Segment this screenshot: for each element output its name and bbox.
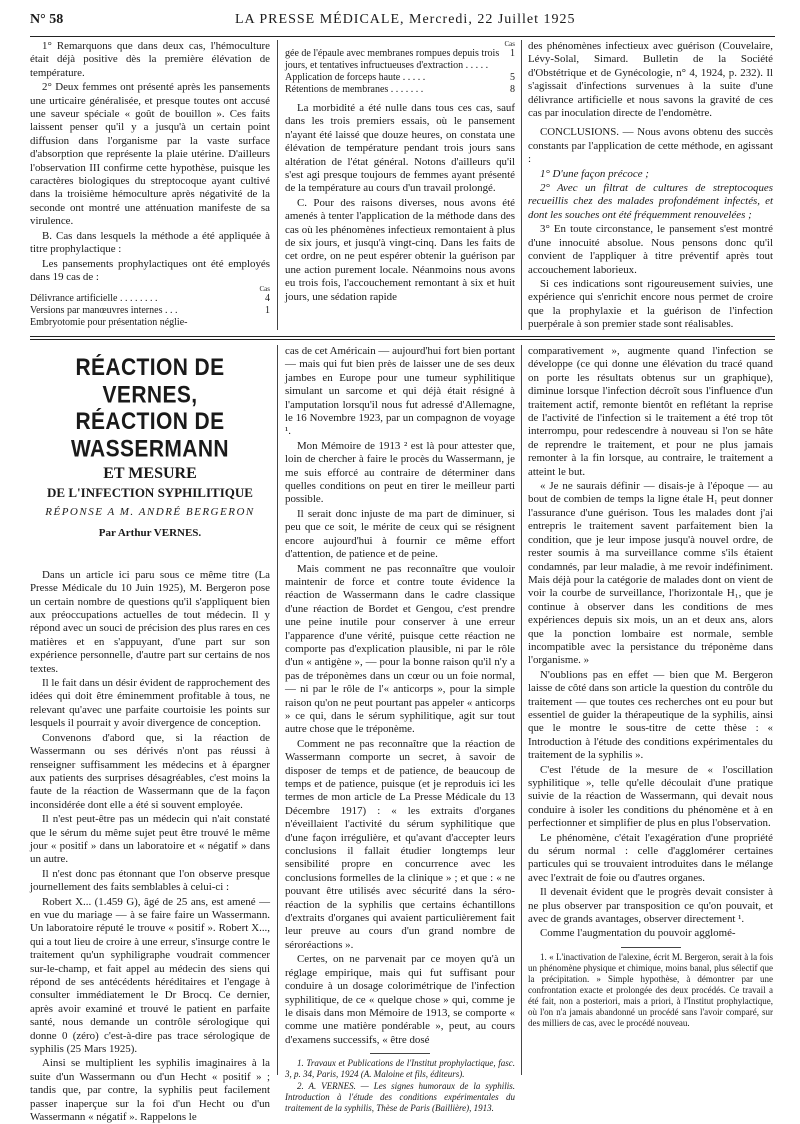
article-title-line-1: RÉACTION DE VERNES, [75,354,225,409]
paragraph: N'oublions pas en effet — bien que M. Bergeron laisse de côté dans son article la question du contrôle du traitement — que toutes ces recherches ont eu pour but essentiel de guider la thérapeutique de la syphilis, ainsi que le montre le sous-titre de cette thèse : « Introduction à l'étude des conditions expérimentales du traitement de la syphilis ». [528,668,773,762]
paragraph: 1° D'une façon précoce ; [540,167,649,180]
paragraph: Il n'est donc pas étonnant que l'on observe presque journellement des faits semblables à celui-ci : [30,867,270,894]
paragraph: des phénomènes infectieux avec guérison (Couvelaire, Lévy-Solal, Simard. Bulletin de la Société d'Obstétrique et de Gynécologie, n° 4, 1924, p. 232). Il s'agissait d'infections survenues à la suite d'une délivrance artificielle et nous savons la gravité de ces cas par inoculation directe de l'endomètre. [528,40,773,120]
paragraph: 3° En toute circonstance, le pansement s'est montré d'une innocuité absolue. Nous pensons donc qu'il convient de l'appliquer à titre préventif après tout accouchement laborieux. [528,223,773,276]
paragraph: Certes, on ne parvenait par ce moyen qu'à un réglage empirique, mais qui fut suffisant pour conduire à un dosage colorimétrique de l'infection syphilitique, de ce « quelque chose » qui, comme je le disais dans mon Mémoire de 1913, se comporte « comme une matière pondérable », peut, au cours d'examens successifs, « être dosé [285,953,515,1046]
footnote: 1. « L'inactivation de l'alexine, écrit M. Bergeron, serait à la fois un phénomène physique et chimique, moins banal, plus sélectif que la précipitation. » Simple hypothèse, à démontrer par une confrontation exacte et prolongée des deux procédés. Ce travail a été fait, non a posteriori, mais a priori, à l'Institut prophylactique, où l'on n'a jamais abandonné un procédé sans l'avoir comparé, sur des milliers de cas, avec le procédé nouveau. [528,951,773,1028]
paragraph: Les pansements prophylactiques ont été employés dans 19 cas de : [30,257,270,283]
table-row: gée de l'épaule avec membranes rompues depuis trois jours, et tentatives infructueuses d'extraction . . . . . 1 [285,48,515,71]
page-header [30,6,775,34]
top-column-2 [285,40,515,330]
table-row: Rétentions de membranes . . . . . . . 8 [285,84,515,95]
article-title-line-2: RÉACTION DE WASSERMANN [70,408,229,463]
paragraph: B. Cas dans lesquels la méthode a été appliquée à titre prophylactique : [30,229,270,256]
article-subtitle: RÉPONSE A M. ANDRÉ BERGERON [45,506,255,518]
paragraph: 2° Deux femmes ont présenté après les pansements une urticaire généralisée, et presque toutes ont accusé une saveur spéciale « goût de bouillon ». Ces faits laissent penser qu'il y a jusqu'à un certain point diffusion dans l'organisme par la vaste surface d'absorption que représente la plaie utérine. D'ailleurs l'observation III confirme cette hypothèse, puisque les caractères biologiques du streptocoque ayant cultivé dans la troisième hémoculture après négativité de la seconde ont montré une atténuation manifeste de sa virulence. [30,81,270,228]
paragraph: Robert X... (1.459 G), âgé de 25 ans, est amené — en vue du mariage — à se faire faire un Wassermann. Un laboratoire réputé le trouve « positif ». Robert X..., qui a tout lieu de croire à une erreur, s'insurge contre le traitement qu'un syphiligraphe voudrait commencer sur-le-champ, et fait appel au médecin des siens qui répond de ses antécédents héréditaires et l'engage à consulter immédiatement le Dr Brocq. Ce dernier, après avoir examiné et trouvé le patient en parfaite santé, nous demande un contrôle sérologique qui donne 0 (zéro) c'est-à-dire pas trace sérologique de syphilis (25 Mars 1925). [30,895,270,1056]
article-column-3 [528,345,773,1080]
column-divider [521,40,522,330]
paragraph: C. Pour des raisons diverses, nous avons été amenés à tenter l'application de la méthode dans des cas où les phénomènes infectieux remontaient à plus de six jours, et jusqu'à vingt-cinq. Dans les faits de cet ordre, on ne peut espérer obtenir la guérison par une action purement locale. Néanmoins nous avons eu trois fois, l'accouchement remontant à six et huit jours, une sédation rapide [285,196,515,303]
paragraph: Convenons d'abord que, si la réaction de Wassermann ou ses dérivés n'ont pas réussi à renseigner suffisamment les médecins et à épargner aux patients des surprises désagréables, c'est moins la faute de la réaction de Wassermann que de la façon inconsidérée dont elle a été si souvent employée. [30,731,270,811]
footnote-rule [370,1053,430,1054]
cas-label: Cas [504,40,515,48]
paragraph: 2° Avec un filtrat de cultures de streptocoques recueillis chez des malades profondément infectés, et dont les souches ont été fréquemment renouvelées ; [528,182,773,221]
column-divider [277,345,278,1075]
table-row: Délivrance artificielle . . . . . . . . 4 [30,293,270,305]
page-number: N° 58 [30,12,64,27]
column-divider [277,40,278,330]
article-title-line-3: ET MESURE [103,465,197,482]
paragraph: cas de cet Américain — aujourd'hui fort bien portant — mais qui fut bien près de laisser une de ses deux jambes en Europe pour une tumeur syphilitique simulant un sarcome et qui déjà était résigné à l'amputation lorsqu'il nous fut adressé d'Allemagne, le 16 Novembre 1923, par un compagnon de voyage ¹. [285,345,515,438]
footnote: 1. Travaux et Publications de l'Institut prophylactique, fasc. 3, p. 34, Paris, 1924 (A. Maloine et fils, éditeurs). [285,1058,515,1080]
paragraph: Il devenait évident que le progrès devait consister à ne plus observer par transposition ce qu'on pouvait, et avec de grands avantages, observer directement ¹. [528,886,773,926]
paragraph: Il serait donc injuste de ma part de diminuer, si peu que ce soit, le mérite de ceux qui se résignent encore aujourd'hui à fournir ce même effort d'attention, de patience et de peine. [285,507,515,561]
paragraph: Il le fait dans un désir évident de rapprochement des idées qui doit être éminemment profitable à tous, ne relevant qu'avec une parfaite courtoisie les points sur lesquels il pourrait y avoir divergence de conception. [30,677,270,730]
paragraph: Il n'est peut-être pas un médecin qui n'ait constaté que le sérum du même sujet peut être trouvé le même jour « positif » dans un laboratoire et « négatif » dans un autre. [30,813,270,866]
paragraph: Comme l'augmentation du pouvoir agglomé- [540,927,736,940]
paragraph: 1° Remarquons que dans deux cas, l'hémoculture était déjà positive dès la première élévation de température. [30,40,270,79]
paragraph: « Je ne saurais définir — disais-je à l'époque — au bout de combien de temps la ligne étale H₁ peut donner l'assurance d'une guérison. Tous les malades dont j'ai entrepris le traitement savent parfaitement bien la condition, que je leur impose jusqu'à nouvel ordre, de rester soumis à ma surveillance comme s'ils étaient condamnés, par leur maladie, à me revoir indéfiniment. Mais déjà pour la catégorie de malades dont on vient de voir la courbe de surveillance, l'horizontale H₁, que je continue à observer dans les conditions de mes expériences depuis six mois, un an et deux ans, alors que la ponction lombaire est normale, semble incompatible avec la persistance du tréponème dans l'organisme. » [528,480,773,667]
paragraph: Le phénomène, c'était l'exagération d'une propriété du sérum normal : celle d'agglomérer certaines particules qui se trouvaient introduites dans le mélange avec l'extrait de foie ou d'autres organes. [528,831,773,884]
paragraph: Ainsi se multiplient les syphilis imaginaires à la suite d'un Wassermann ou d'un Hecht « positif » ; tandis que, par contre, la syphilis peut facilement passer inaperçue sur la foi d'un Hecht ou d'un Wassermann « négatif ». Rappelons le [30,1057,270,1124]
column-divider [521,345,522,1075]
article-column-2 [285,345,515,1114]
paragraph: Dans un article ici paru sous ce même titre (La Presse Médicale du 10 Juin 1925), M. Bergeron pose un certain nombre de questions qu'il s'appliquent bien aux préoccupations actuelles de tout médecin. Il y répond avec un souci de précision des plus rares en ces matières et en s'appuyant, d'une part sur son expérience personnelle, d'autre part sur certains de nos textes. [30,568,270,675]
section-rule [30,339,775,340]
journal-title: LA PRESSE MÉDICALE, Mercredi, 22 Juillet 1925 [235,12,576,27]
footnote: 2. A. VERNES. — Les signes humoraux de la syphilis. Introduction à l'étude des conditions expérimentales du traitement de la syphilis, Thèse de Paris (Baillière), 1913. [285,1081,515,1114]
top-column-1 [30,40,270,330]
top-column-3 [528,40,773,330]
header-rule [30,36,775,37]
article-author: Par Arthur VERNES. [98,527,202,540]
table-row: Embryotomie pour présentation néglie- [30,317,188,329]
paragraph: Mais comment ne pas reconnaître que vouloir maintenir de force et contre toute évidence la réaction de Wassermann dans le cadre classique d'une réaction de Bordet et Gengou, c'est prendre une peine inutile pour conserver à une erreur l'apparence d'une vérité, puisque cette réaction ne comporte pas d'explication plausible, ni par le rôle d'un « antigène », — pour la bonne raison qu'il n'y a pas de tréponèmes dans un cœur ou un foie normal, — ni par le rôle de l'« anticorps », pour la simple raison qu'on ne peut pourtant pas appeler « anticorps » ce qui, dans le sérum syphilitique, agit sur tout autre chose que le tréponème. [285,562,515,736]
article-column-1 [30,348,270,1124]
paragraph: Comment ne pas reconnaître que la réaction de Wassermann comporte un secret, à savoir de disposer de temps et de patience, de beaucoup de temps et de patience, puisque (et je reproduis ici les termes de mon article de La Presse Médicale du 13 Décembre 1917) : « les extraits d'organes n'éveillaient l'activité du sérum syphilitique que d'une façon irrégulière, et qu'avant d'accepter leurs conclusions il fallait étudier longtemps leur sensibilité propre en concurrence avec les conclusions formelles de la clinique » ; et que : « ne pouvant être utilisés avec sécurité dans la séro-réaction de la syphilis que certains échantillons d'extraits d'organes qui avaient particulièrement fait leur preuve au cours d'un grand nombre de séroréactions ». [285,737,515,951]
section-rule [30,336,775,337]
paragraph: Si ces indications sont rigoureusement suivies, une expérience qui s'enrichit encore nous permet de croire que la prophylaxie et la guérison de l'infection puerpérale à son premier stade sont réalisables. [528,277,773,331]
table-row: Versions par manœuvres internes . . . 1 [30,305,270,317]
paragraph: comparativement », augmente quand l'infection se développe (ce qui donne une élévation du tracé quand on porte les résultats obtenus sur un graphique), diminue lorsque l'infection décroît sous l'influence d'un traitement actif, remonte bientôt en reflétant la reprise de l'activité de l'infection si le traitement a été trop tôt interrompu, pour redescendre à nouveau si l'on se hâte de reprendre le traitement, et pour ne plus jamais remonter à la fin lorsque, au contraire, le traitement a atteint le but. [528,345,773,478]
paragraph: La morbidité a été nulle dans tous ces cas, sauf dans les trois premiers essais, où le pansement n'ayant été laissé que douze heures, on constata une élévation de température pendant trois jours sans altération de l'état général. Notons d'ailleurs qu'il s'est agi presque toujours de femmes ayant présenté de la température au cours d'un travail prolongé. [285,102,515,195]
paragraph: C'est l'étude de la mesure de « l'oscillation syphilitique », telle qu'elle découlait d'une pratique suivie de la réaction de Wassermann, qui devait nous conduire à isoler les conditions du phénomène et à en perfectionner et simplifier de plus en plus l'observation. [528,763,773,830]
paragraph: Mon Mémoire de 1913 ² est là pour attester que, loin de chercher à faire le procès du Wassermann, je me suis efforcé au contraire de déterminer dans quelles conditions on peut en tirer le meilleur parti possible. [285,439,515,506]
article-title-line-4: DE L'INFECTION SYPHILITIQUE [47,485,253,500]
paragraph: CONCLUSIONS. — Nous avons obtenu des succès constants par l'application de cette méthode, en agissant : [528,126,773,166]
footnote-rule [621,947,681,948]
table-row: Application de forceps haute . . . . . 5 [285,72,515,83]
cas-label: Cas [259,285,270,294]
